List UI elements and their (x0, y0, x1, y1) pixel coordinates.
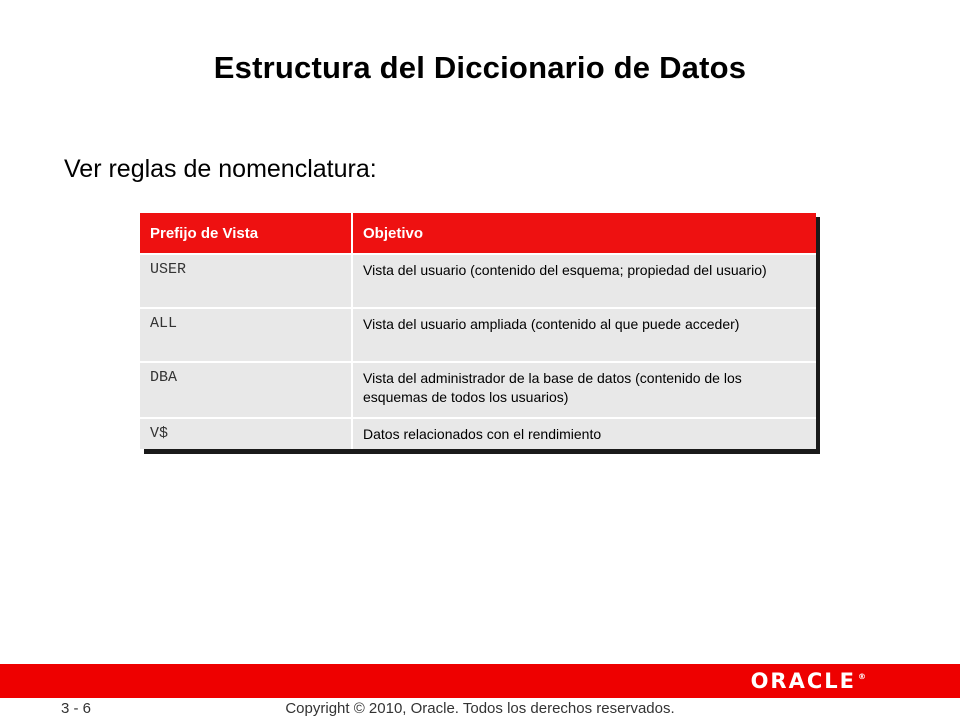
copyright-notice: Copyright © 2010, Oracle. Todos los derechos reservados. (285, 700, 675, 717)
objective-cell: Vista del usuario ampliada (contenido al que puede acceder) (352, 308, 816, 362)
objective-cell: Vista del administrador de la base de datos (contenido de los esquemas de todos los usuarios) (352, 362, 816, 418)
page-number: 3 - 6 (61, 700, 92, 717)
table-header-row (140, 213, 816, 254)
objective-cell: Vista del usuario (contenido del esquema; propiedad del usuario) (352, 254, 816, 308)
prefix-cell: USER (140, 254, 352, 308)
footer-bar (0, 664, 960, 698)
header-objective: Objetivo (352, 213, 816, 254)
table-row (140, 418, 816, 449)
prefix-cell: ALL (140, 308, 352, 362)
table-row (140, 362, 816, 418)
prefix-cell: V$ (140, 418, 352, 449)
slide-title: Estructura del Diccionario de Datos (213, 50, 747, 85)
prefix-table-container (140, 213, 816, 450)
oracle-logo-text: ORACLE (750, 669, 856, 693)
view-prefix-table (140, 213, 816, 449)
header-prefix: Prefijo de Vista (140, 213, 352, 254)
oracle-logo (750, 669, 866, 693)
table-row (140, 308, 816, 362)
prefix-cell: DBA (140, 362, 352, 418)
registered-mark: ® (858, 672, 866, 681)
objective-cell: Datos relacionados con el rendimiento (352, 418, 816, 449)
table-row (140, 254, 816, 308)
intro-text: Ver reglas de nomenclatura: (64, 155, 377, 183)
